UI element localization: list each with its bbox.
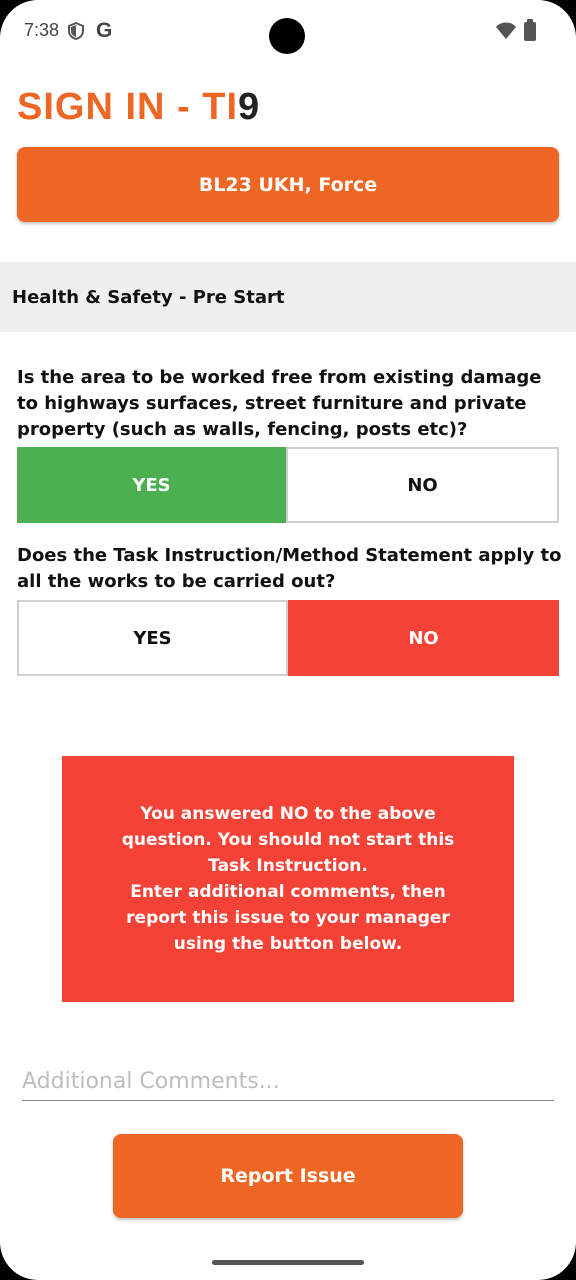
vehicle-button[interactable] [17,147,559,222]
camera-cutout [269,18,305,54]
google-icon: G [96,19,113,42]
additional-comments-input[interactable] [22,1062,554,1101]
page-title-accent: 9 [238,86,261,128]
warning-box [62,756,514,1002]
status-bar [0,0,576,64]
vehicle-button-label: BL23 UKH, Force [198,173,378,196]
question-1-text: Is the area to be worked free from existing damage to highways surfaces, street furniture and private property (such as walls, fencing, posts etc)? [17,367,542,440]
page-title [17,86,260,129]
page-title-main: SIGN IN - TI [17,86,238,128]
shield-icon [68,22,84,44]
question-2-no-label: NO [408,627,439,649]
home-indicator[interactable] [212,1260,364,1265]
question-1-yes-button[interactable] [17,447,286,523]
report-issue-label: Report Issue [220,1165,356,1187]
question-1-yes-label: YES [132,474,171,496]
question-1-no-button[interactable] [286,447,559,523]
question-2-text: Does the Task Instruction/Method Statement apply to all the works to be carried out? [17,545,562,592]
question-1-no-label: NO [407,474,438,496]
question-2-yes-label: YES [133,627,172,649]
question-2-yes-button[interactable] [17,600,288,676]
section-title: Health & Safety - Pre Start [12,286,285,308]
battery-icon [524,22,536,41]
wifi-icon [496,22,516,43]
warning-message: You answered NO to the above question. You should not start this Task Instruction. Enter additional comments, then report this issue to your manager using the button below. [121,804,455,954]
section-header [0,262,576,332]
report-issue-button[interactable] [113,1134,463,1218]
status-time: 7:38 [24,20,60,40]
question-2-no-button[interactable] [288,600,559,676]
